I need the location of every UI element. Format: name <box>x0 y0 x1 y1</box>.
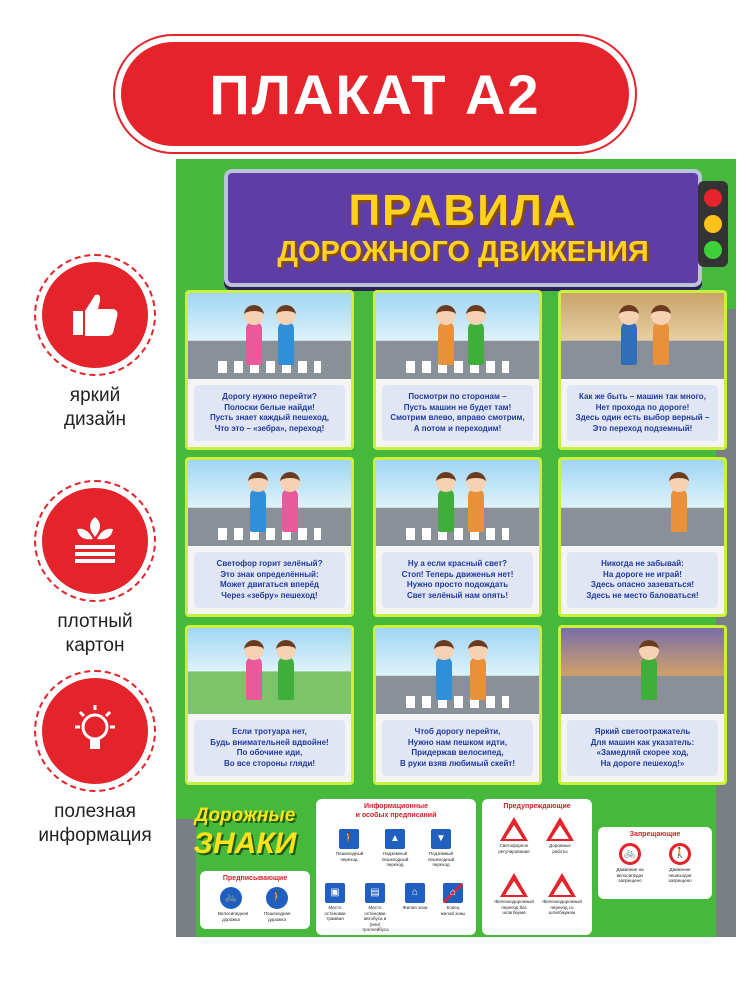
railway-crossing-no-barrier-sign: Железнодорожный переезд без шлагбаума <box>492 873 536 916</box>
no-pedestrians-sign: 🚶 Движение пешеходов запрещено <box>658 843 702 884</box>
pedestrian-icon: 🚶 <box>266 887 288 909</box>
rule-verse: Яркий светоотражатель Для машин как указатель: «Замедляй скорее ход, На дороге пешеход!» <box>567 720 718 776</box>
rule-verse: Никогда не забывай: На дороге не играй! Здесь опасно зазеваться! Здесь не место баловаться! <box>567 552 718 608</box>
road-works-sign: Дорожные работы <box>542 817 578 854</box>
bus-icon: ▤ <box>365 883 385 903</box>
rule-panel <box>558 457 727 617</box>
rule-panel <box>185 625 354 785</box>
informational-signs-box <box>316 799 476 935</box>
overpass-icon: ▲ <box>385 829 405 849</box>
poster-title-box <box>224 169 702 287</box>
green-light-illustration <box>188 460 351 546</box>
crosswalk-illustration <box>188 293 351 379</box>
rule-verse: Дорогу нужно перейти? Полоски белые найди! Пусть знает каждый пешеход, Что это – «зебра», переход! <box>194 385 345 441</box>
warning-signs-box <box>482 799 592 935</box>
rule-verse: Посмотри по сторонам – Пусть машин не будет там! Смотрим влево, вправо смотрим, А потом и переходим! <box>382 385 533 441</box>
pedestrian-lane-sign: 🚶 Пешеходная дорожка <box>264 887 290 922</box>
rule-verse: Светофор горит зелёный? Это знак определённый: Может двигаться вперёд Через «зебру» пешеход! <box>194 552 345 608</box>
no-bicycles-sign: 🚲 Движение на велосипедах запрещено <box>608 843 652 884</box>
residential-zone-sign: ⌂ Жилая зона <box>402 883 428 911</box>
feature-bright-design <box>20 262 170 432</box>
no-pedestrians-icon: 🚶 <box>669 843 691 865</box>
traffic-light-warning-sign: Светофорное регулирование <box>496 817 532 854</box>
traffic-light-icon <box>698 181 728 267</box>
road-signs-heading: Дорожные ЗНАКИ <box>193 805 297 860</box>
rule-panel <box>185 457 354 617</box>
rule-panel <box>373 625 542 785</box>
underpass-sign: ▼ Подземный пешеходный переход <box>428 829 454 868</box>
no-bicycles-icon: 🚲 <box>619 843 641 865</box>
look-both-ways-illustration <box>376 293 539 379</box>
no-playing-on-road-illustration <box>561 460 724 546</box>
barrier-icon <box>548 873 576 897</box>
feature-useful-info <box>20 678 170 848</box>
underpass-icon: ▼ <box>431 829 451 849</box>
light-bulb-icon <box>42 678 148 784</box>
rule-panel <box>558 290 727 450</box>
rule-verse: Ну а если красный свет? Стоп! Теперь движенья нет! Нужно просто подождать Свет зелёный нам опять! <box>382 552 533 608</box>
rule-panel <box>373 457 542 617</box>
feature-label: яркий дизайн <box>63 385 127 430</box>
banner-title: ПЛАКАТ А2 <box>209 62 541 126</box>
prescriptive-signs-box <box>200 871 310 929</box>
tram-stop-sign: ▣ Место остановки трамвая <box>322 883 348 922</box>
reflector-illustration <box>561 628 724 714</box>
traffic-light-warning-icon <box>500 817 528 841</box>
residential-zone-icon: ⌂ <box>405 883 425 903</box>
rule-panel <box>185 290 354 450</box>
group-heading: Предупреждающие <box>503 803 571 810</box>
bike-and-skate-illustration <box>376 628 539 714</box>
rule-verse: Если тротуара нет, Будь внимательней вдвойне! По обочине иди, Во все стороны гляди! <box>194 720 345 776</box>
group-heading: Предписывающие <box>222 875 288 882</box>
underpass-illustration <box>561 293 724 379</box>
paper-stack-icon <box>42 488 148 594</box>
end-zone-icon: ⌂ <box>443 883 463 903</box>
roadside-walk-illustration <box>188 628 351 714</box>
road-works-icon <box>546 817 574 841</box>
rule-panel <box>558 625 727 785</box>
rule-verse: Чтоб дорогу перейти, Нужно нам пешком идти, Придержав велосипед, В руки взяв любимый скейт! <box>382 720 533 776</box>
train-icon <box>500 873 528 897</box>
tram-icon: ▣ <box>325 883 345 903</box>
bicycle-lane-sign: 🚲 Велосипедная дорожка <box>218 887 244 922</box>
railway-crossing-barrier-sign: Железнодорожный переезд со шлагбаумом <box>540 873 584 916</box>
rule-verse: Как же быть – машин так много, Нет прохода по дороге! Здесь один есть выбор верный – Это переход подземный! <box>567 385 718 441</box>
title-banner <box>121 42 629 146</box>
bicycle-icon: 🚲 <box>220 887 242 909</box>
feature-label: полезная информация <box>38 801 152 846</box>
bus-stop-sign: ▤ Место остановки автобуса и (или) троллейбуса <box>362 883 388 933</box>
overpass-sign: ▲ Надземный пешеходный переход <box>382 829 408 868</box>
poster-subtitle: ДОРОЖНОГО ДВИЖЕНИЯ <box>277 236 649 268</box>
poster <box>176 159 736 937</box>
prohibitory-signs-box <box>598 827 712 899</box>
red-light-illustration <box>376 460 539 546</box>
feature-label: плотный картон <box>57 611 133 656</box>
crosswalk-icon: 🚶 <box>339 829 359 849</box>
crosswalk-sign: 🚶 Пешеходный переход <box>336 829 362 862</box>
group-heading: Запрещающие <box>629 831 681 838</box>
group-heading: Информационные и особых предписаний <box>355 803 437 819</box>
poster-title: ПРАВИЛА <box>348 186 578 235</box>
rule-panel <box>373 290 542 450</box>
feature-thick-cardboard <box>20 488 170 658</box>
thumbs-up-icon <box>42 262 148 368</box>
end-residential-zone-sign: ⌂ Конец жилой зоны <box>440 883 466 916</box>
